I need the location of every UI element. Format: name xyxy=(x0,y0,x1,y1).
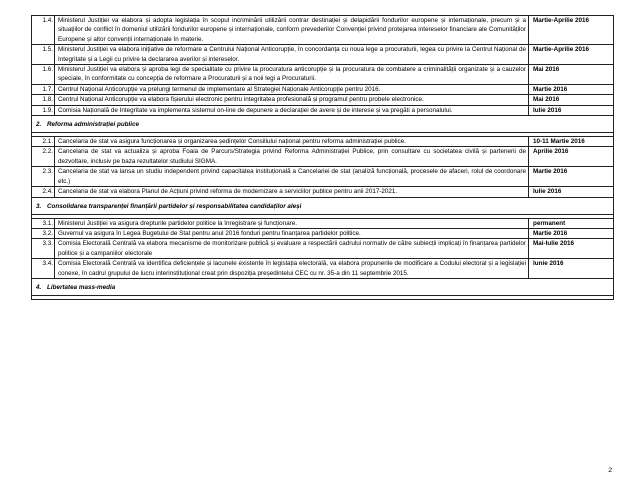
row-action: Comisia Electorală Centrală va elabora mecanisme de monitorizare publică și evaluare a respectării cadrului normativ de către subiecții implicați în finanțarea partidelor politice și a campaniilor electorale xyxy=(55,239,529,259)
row-action: Cancelaria de stat va elabora Planul de Acțiuni privind reforma de modernizare a serviciilor publice pentru anii 2017-2021. xyxy=(55,187,529,197)
section-heading xyxy=(32,116,614,133)
row-action: Ministerul Justiției va elabora și aproba legi de specialitate cu privire la procuratura anticorupție și la procuratura de combatere a criminalității organizate și a cauzelor speciale, în conformitate cu concepția de reformare a Procuraturii și a noii legi a Procuraturii. xyxy=(55,65,529,85)
plan-row xyxy=(32,239,614,259)
plan-row xyxy=(32,218,614,228)
row-action: Guvernul va asigura în Legea Bugetului de Stat pentru anul 2016 fonduri pentru finanțarea partidelor politice. xyxy=(55,228,529,238)
row-number: 3.4. xyxy=(32,259,55,279)
row-deadline: 10-11 Martie 2016 xyxy=(529,137,614,147)
row-deadline: Mai 2016 xyxy=(529,95,614,105)
row-deadline: Martie 2016 xyxy=(529,228,614,238)
row-number: 1.4. xyxy=(32,16,55,45)
row-number: 3.1. xyxy=(32,218,55,228)
plan-row xyxy=(32,187,614,197)
plan-row xyxy=(32,84,614,94)
plan-row xyxy=(32,259,614,279)
section-number: 2. xyxy=(36,121,42,129)
section-number: 3. xyxy=(36,202,42,210)
section-heading-row xyxy=(32,278,614,295)
plan-row xyxy=(32,16,614,45)
row-deadline: Martie-Aprilie 2016 xyxy=(529,45,614,65)
row-action: Cancelaria de stat va asigura funcționarea și organizarea ședințelor Consiliului național pentru reforma administrației publice. xyxy=(55,137,529,147)
section-number: 4. xyxy=(36,284,42,292)
row-number: 2.2. xyxy=(32,147,55,167)
row-deadline: Iulie 2016 xyxy=(529,187,614,197)
section-title: Libertatea mass-media xyxy=(47,284,116,292)
row-action: Comisia Națională de Integritate va implementa sistemul on-line de depunere a declarației de avere și de interese și va pregăti a personalului. xyxy=(55,105,529,115)
plan-row xyxy=(32,137,614,147)
plan-row xyxy=(32,95,614,105)
row-number: 1.5. xyxy=(32,45,55,65)
row-number: 2.3. xyxy=(32,167,55,187)
row-deadline: Iunie 2016 xyxy=(529,259,614,279)
row-deadline: Martie-Aprilie 2016 xyxy=(529,16,614,45)
row-deadline: Martie 2016 xyxy=(529,84,614,94)
row-action: Comisia Electorală Centrală va identifica deficiențele și lacunele existente în legislația electorală, va elabora propunerile de modificare a Codului electoral și a legislației conexe, în cadrul grupului de lucru interinstituțional creat prin dispoziția președintelui CEC cu nr. 35-a din 11 septembrie 2015. xyxy=(55,259,529,279)
row-number: 2.1. xyxy=(32,137,55,147)
row-action: Centrul Național Anticorupție va elabora fișierului electronic pentru integritatea profesională și programul pentru probele electronice. xyxy=(55,95,529,105)
section-heading-row xyxy=(32,197,614,214)
section-title: Consolidarea transparenței finanțării partidelor și responsabilitatea candidaților aleși xyxy=(47,202,302,210)
row-deadline: Iulie 2016 xyxy=(529,105,614,115)
section-title: Reforma administrației publice xyxy=(47,121,140,129)
row-deadline: Martie 2016 xyxy=(529,167,614,187)
action-plan-table xyxy=(31,15,614,300)
row-deadline: Mai 2016 xyxy=(529,65,614,85)
row-number: 1.6. xyxy=(32,65,55,85)
page-number: 2 xyxy=(608,467,612,474)
row-action: Ministerul Justiției va asigura drepturile partidelor politice la înregistrare și funcționare. xyxy=(55,218,529,228)
row-number: 2.4. xyxy=(32,187,55,197)
section-heading-row xyxy=(32,116,614,133)
row-action: Cancelaria de stat va actualiza și aproba Foaia de Parcurs/Strategia privind Reforma Administrației Publice, prin consultare cu societatea civilă și partenerii de dezvoltare, inclusiv pe baza rezultatelor studiului SIGMA. xyxy=(55,147,529,167)
section-heading xyxy=(32,278,614,295)
row-action: Ministerul Justiției va elabora și adopta legislația în scopul incriminării utilizării contrar destinației și delapidării fondurilor europene și internaționale, precum și a situațiilor de conflict în domeniul utilizării fondurilor europene și internaționale, conform prevederilor Convenției privind protejarea intereselor financiare ale Comunităților Europene și altor convenții internaționale în materie. xyxy=(55,16,529,45)
row-action: Ministerul Justiției va elabora inițiative de reformare a Centrului Național Anticorupție, în concordanța cu noua lege a procuraturii, legea cu privire la Centrul Național de Integritate și a Legii cu privire la declararea averilor și intereselor. xyxy=(55,45,529,65)
plan-row xyxy=(32,45,614,65)
row-number: 1.9. xyxy=(32,105,55,115)
row-number: 3.2. xyxy=(32,228,55,238)
row-deadline: Aprilie 2016 xyxy=(529,147,614,167)
blank-row xyxy=(32,295,614,299)
row-action: Centrul Național Anticorupție va prelungi termenul de implementare al Strategiei Naționale Anticorupție pentru 2016. xyxy=(55,84,529,94)
blank-cell xyxy=(32,295,614,299)
row-action: Cancelaria de stat va lansa un studiu independent privind capacitatea instituțională a Cancelariei de stat (analiză funcțională, procesele de afaceri, rolul de coordonare etc.) xyxy=(55,167,529,187)
row-number: 3.3. xyxy=(32,239,55,259)
row-deadline: permanent xyxy=(529,218,614,228)
plan-row xyxy=(32,147,614,167)
row-number: 1.8. xyxy=(32,95,55,105)
plan-row xyxy=(32,228,614,238)
row-deadline: Mai-Iulie 2016 xyxy=(529,239,614,259)
plan-row xyxy=(32,167,614,187)
row-number: 1.7. xyxy=(32,84,55,94)
plan-row xyxy=(32,65,614,85)
plan-row xyxy=(32,105,614,115)
action-plan-body xyxy=(32,16,614,300)
section-heading xyxy=(32,197,614,214)
